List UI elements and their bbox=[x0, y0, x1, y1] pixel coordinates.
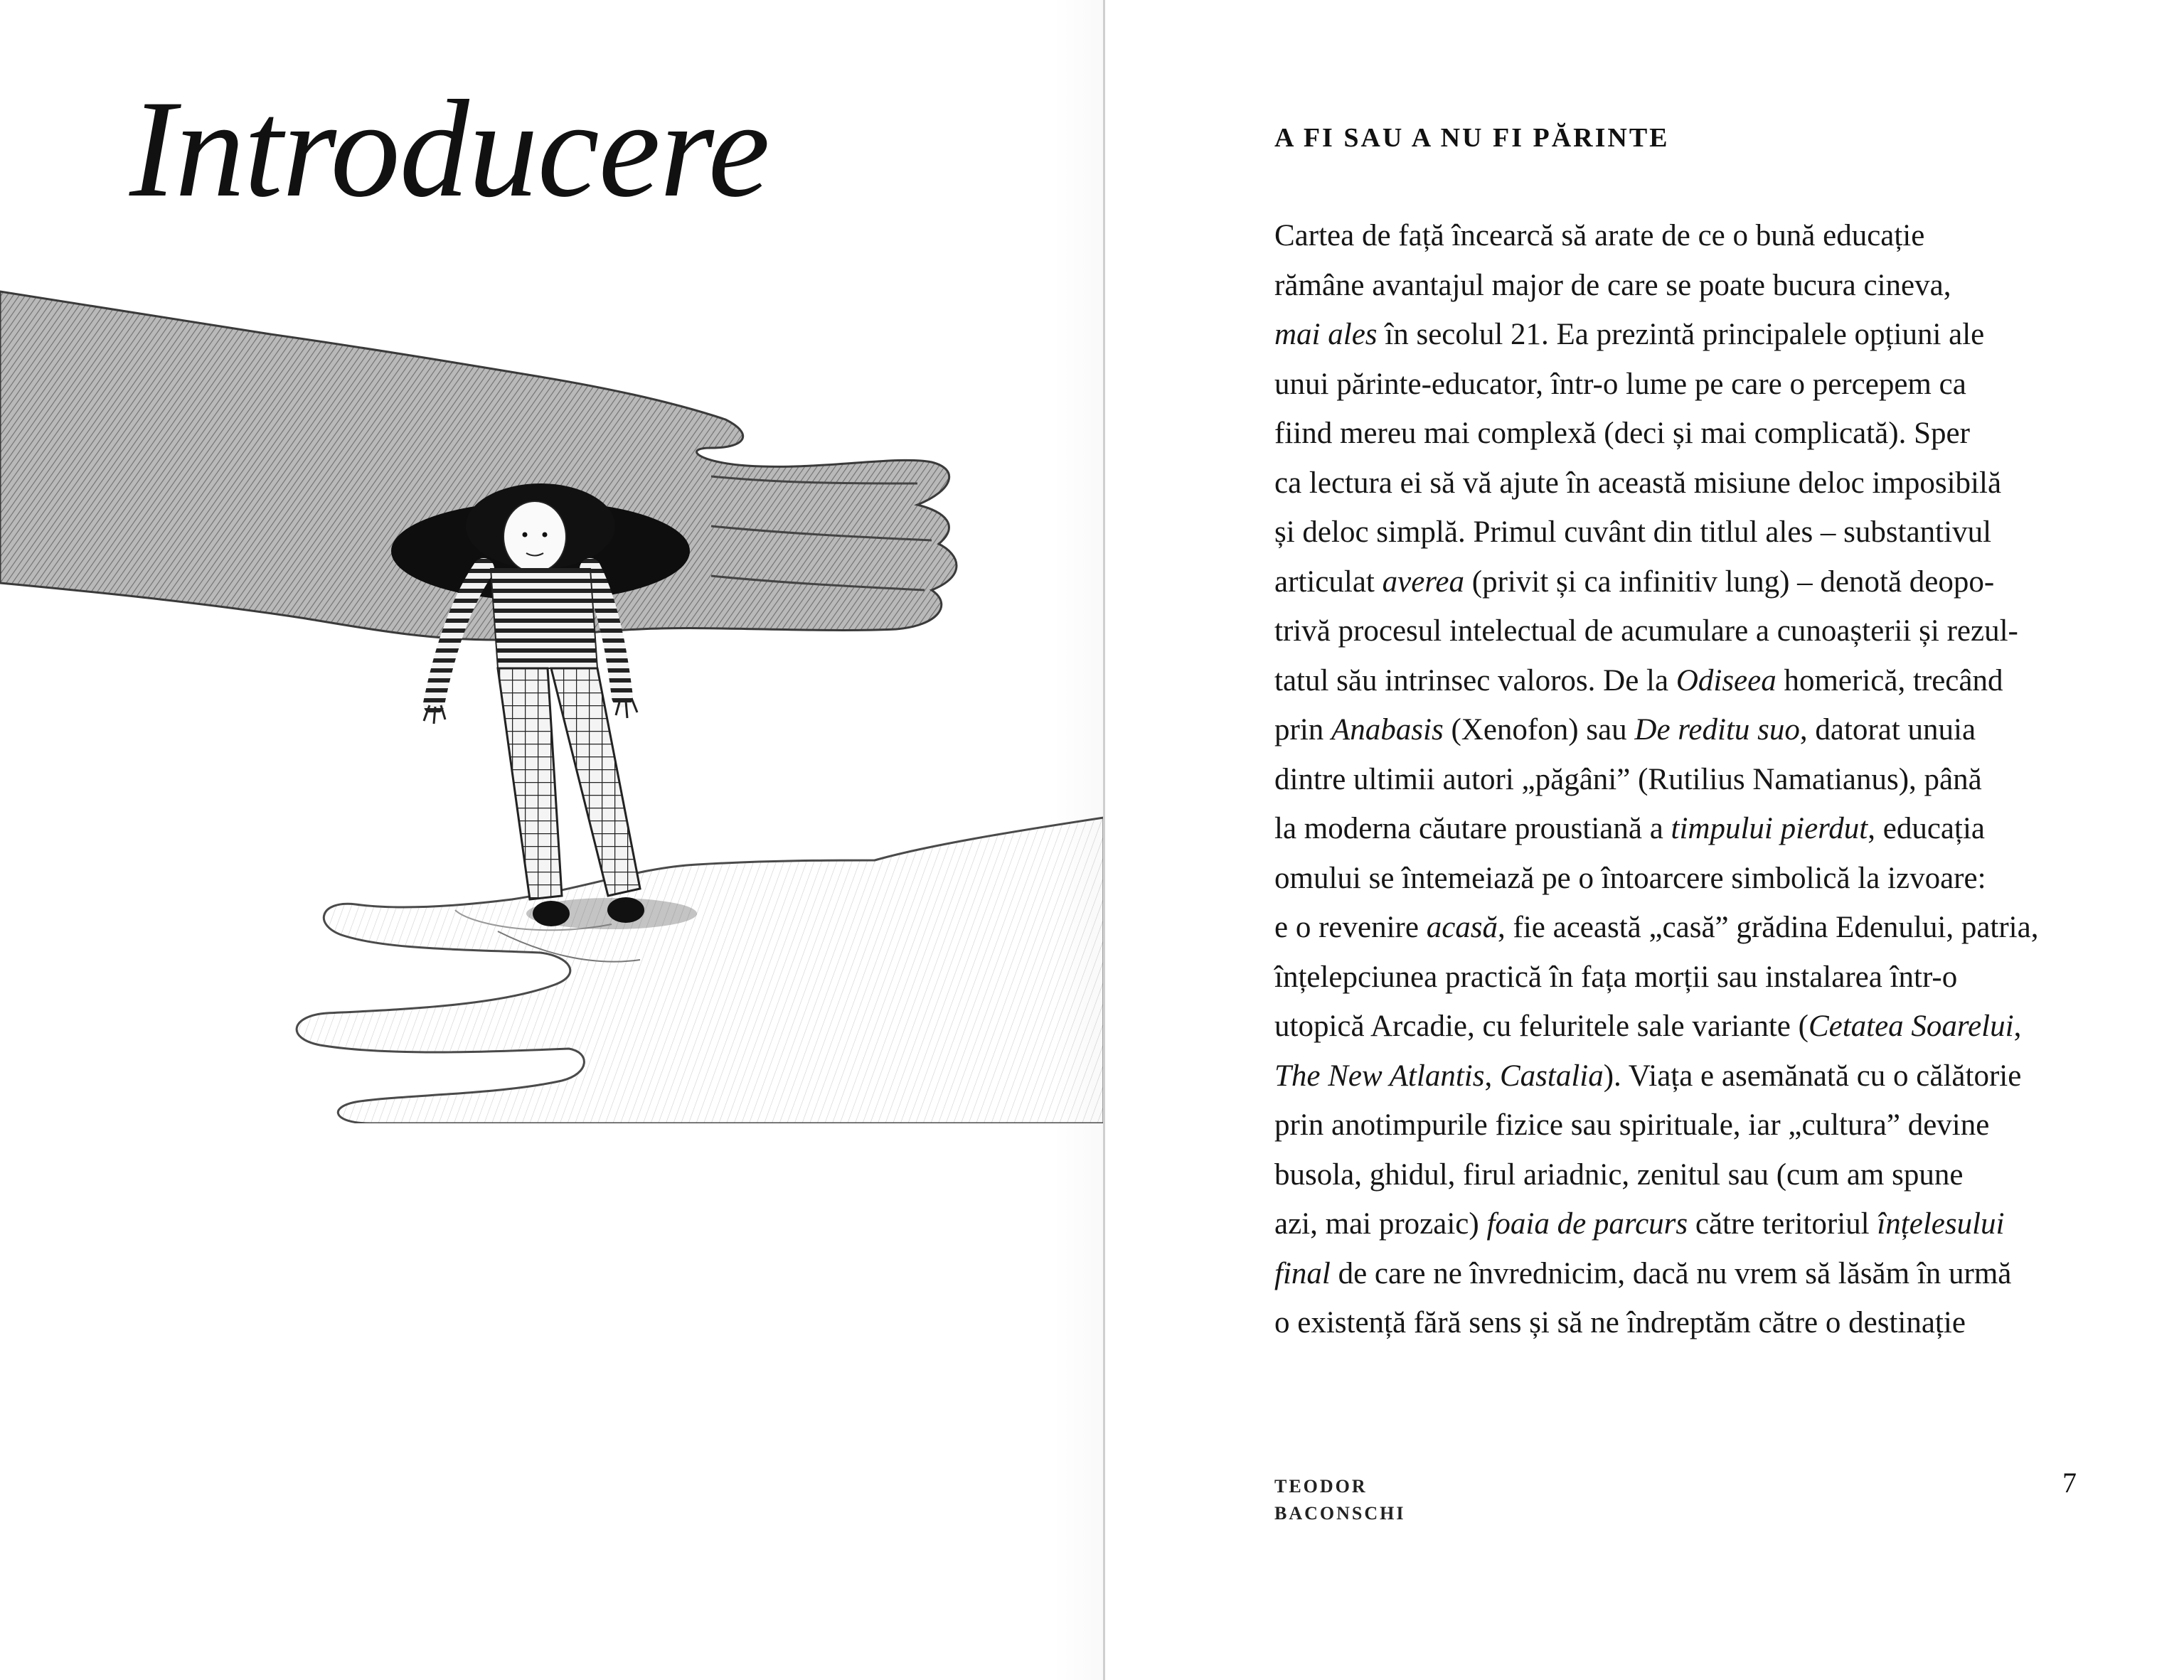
text-run: , fie această „casă” grădina Edenului, patria, bbox=[1498, 911, 2039, 944]
text-line bbox=[1274, 310, 2128, 360]
text-run: prin bbox=[1274, 713, 1332, 747]
italic-phrase: acasă bbox=[1426, 911, 1498, 944]
text-line bbox=[1274, 656, 2128, 706]
text-run: și deloc simplă. Primul cuvânt din titlul ales – substantivul bbox=[1274, 515, 1992, 549]
text-run: (privit și ca infinitiv lung) – denotă deopo- bbox=[1464, 565, 1995, 599]
italic-phrase: timpului pierdut bbox=[1671, 812, 1868, 845]
text-run: (Xenofon) sau bbox=[1443, 713, 1635, 747]
text-run: rămâne avantajul major de care se poate bucura cineva, bbox=[1274, 268, 1951, 302]
lower-hand bbox=[297, 818, 1104, 1123]
text-line bbox=[1274, 508, 2128, 557]
text-run: , bbox=[2013, 1010, 2022, 1043]
text-run: ). Viața e asemănată cu o călătorie bbox=[1603, 1059, 2022, 1093]
italic-phrase: înțelesului bbox=[1877, 1207, 2005, 1241]
text-run: în secolul 21. Ea prezintă principalele opțiuni ale bbox=[1377, 318, 1985, 351]
text-run: ca lectura ei să vă ajute în această misiune deloc imposibilă bbox=[1274, 466, 2002, 500]
text-run: e o revenire bbox=[1274, 911, 1427, 944]
italic-phrase: averea bbox=[1382, 565, 1465, 599]
text-run: către teritoriul bbox=[1688, 1207, 1877, 1241]
text-line bbox=[1274, 1150, 2128, 1200]
author-last-name: BACONSCHI bbox=[1274, 1503, 1406, 1524]
italic-phrase: The New Atlantis bbox=[1274, 1059, 1485, 1093]
italic-phrase: Castalia bbox=[1499, 1059, 1604, 1093]
page-number: 7 bbox=[2062, 1467, 2077, 1499]
text-run: omului se întemeiază pe o întoarcere simbolică la izvoare: bbox=[1274, 861, 1986, 895]
italic-phrase: final bbox=[1274, 1256, 1331, 1290]
text-line bbox=[1274, 903, 2128, 953]
text-line bbox=[1274, 804, 2128, 854]
chapter-title: Introducere bbox=[129, 72, 769, 226]
text-line bbox=[1274, 1298, 2128, 1348]
text-run: tatul său intrinsec valoros. De la bbox=[1274, 663, 1676, 697]
italic-phrase: Cetatea Soarelui bbox=[1808, 1010, 2014, 1043]
italic-phrase: foaia de parcurs bbox=[1486, 1207, 1688, 1241]
text-run: înțelepciunea practică în fața morții sau instalarea într-o bbox=[1274, 960, 1958, 994]
text-run: utopică Arcadie, cu feluritele sale variante ( bbox=[1274, 1010, 1809, 1043]
gutter-shadow bbox=[1053, 0, 1104, 1680]
text-run: prin anotimpurile fizice sau spirituale, iar „cultura” devine bbox=[1274, 1108, 1990, 1142]
text-run: , educația bbox=[1868, 812, 1985, 845]
text-run: o existență fără sens și să ne îndreptăm către o destinație bbox=[1274, 1306, 1966, 1339]
text-line bbox=[1274, 755, 2128, 805]
text-line bbox=[1274, 409, 2128, 459]
text-run: homerică, trecând bbox=[1776, 663, 2003, 697]
running-footer-author bbox=[1274, 1473, 1405, 1527]
italic-phrase: De reditu suo bbox=[1634, 713, 1800, 747]
text-line bbox=[1274, 1002, 2128, 1052]
section-heading: A FI SAU A NU FI PĂRINTE bbox=[1274, 123, 1670, 153]
text-run: de care ne învrednicim, dacă nu vrem să lăsăm în urmă bbox=[1330, 1256, 2012, 1290]
italic-phrase: mai ales bbox=[1274, 318, 1378, 351]
text-line bbox=[1274, 705, 2128, 755]
text-line bbox=[1274, 557, 2128, 607]
text-run: la moderna căutare proustiană a bbox=[1274, 812, 1671, 845]
text-run: azi, mai prozaic) bbox=[1274, 1207, 1487, 1241]
text-line bbox=[1274, 360, 2128, 410]
text-line bbox=[1274, 211, 2128, 261]
text-line bbox=[1274, 606, 2128, 656]
text-line bbox=[1274, 261, 2128, 311]
text-run: , datorat unuia bbox=[1799, 713, 1976, 747]
text-run: unui părinte-educator, într-o lume pe care o percepem ca bbox=[1274, 367, 1966, 401]
italic-phrase: Odiseea bbox=[1676, 663, 1777, 697]
body-paragraph bbox=[1274, 211, 2128, 1348]
text-run: trivă procesul intelectual de acumulare a cunoașterii și rezul- bbox=[1274, 614, 2018, 648]
text-run: , bbox=[1484, 1059, 1500, 1093]
text-line bbox=[1274, 459, 2128, 508]
page-gutter bbox=[1103, 0, 1105, 1680]
text-run: Cartea de față încearcă să arate de ce o bună educație bbox=[1274, 219, 1925, 252]
text-line bbox=[1274, 1199, 2128, 1249]
italic-phrase: Anabasis bbox=[1331, 713, 1444, 747]
hands-and-girl-illustration-icon bbox=[0, 270, 1104, 1123]
text-run: busola, ghidul, firul ariadnic, zenitul sau (cum am spune bbox=[1274, 1157, 1964, 1192]
text-run: articulat bbox=[1274, 565, 1383, 599]
text-line bbox=[1274, 953, 2128, 1002]
text-line bbox=[1274, 1249, 2128, 1299]
text-run: fiind mereu mai complexă (deci și mai complicată). Sper bbox=[1274, 417, 1970, 450]
author-first-name: TEODOR bbox=[1274, 1476, 1368, 1497]
text-line bbox=[1274, 854, 2128, 904]
right-page bbox=[1107, 0, 2184, 1680]
text-line bbox=[1274, 1101, 2128, 1150]
text-line bbox=[1274, 1052, 2128, 1101]
text-run: dintre ultimii autori „păgâni” (Rutilius Namatianus), până bbox=[1274, 762, 1982, 796]
